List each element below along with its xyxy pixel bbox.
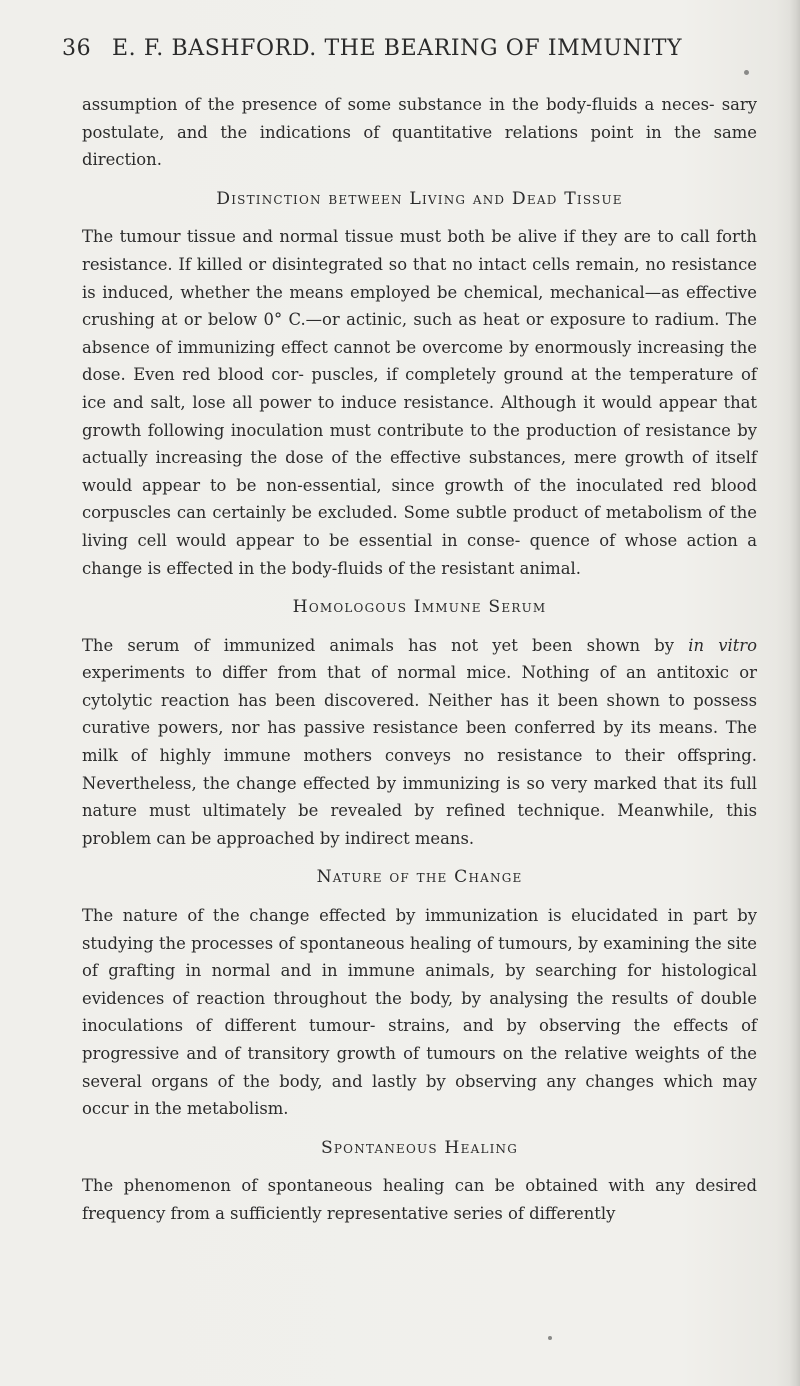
- page-body: [82, 91, 757, 1228]
- section-heading-immune-serum: Homologous Immune Serum: [292, 597, 547, 618]
- italic-term: in vitro: [688, 635, 757, 655]
- text-run: The serum of immunized animals has not yet been shown by: [82, 635, 689, 655]
- paragraph-spontaneous-healing: The phenomenon of spontaneous healing can be obtained with any desired frequency from a sufficiently representative series of differently: [82, 1176, 757, 1223]
- page-edge-shadow: [790, 0, 800, 1386]
- running-title: E. F. BASHFORD. THE BEARING OF IMMUNITY: [112, 36, 683, 61]
- section-heading-spontaneous-healing: Spontaneous Healing: [320, 1137, 519, 1158]
- running-header: [62, 36, 752, 72]
- text-run: experiments to differ from that of normal mice. Nothing of an antitoxic or cytolytic reaction has been discovered. Neither has it been shown to possess curative powers, nor has passive resistance been conferred by its means. The milk of highly immune mothers conveys no resistance to their offspring. Nevertheless, the change effected by immunizing is so very marked that its full nature must ultimately be revealed by refined technique. Meanwhile, this problem can be approached by indirect means.: [82, 663, 757, 848]
- section-heading-nature-change: Nature of the Change: [316, 867, 523, 888]
- print-speck: [548, 1336, 552, 1340]
- paragraph-immune-serum: [82, 632, 757, 853]
- paragraph-distinction: The tumour tissue and normal tissue must both be alive if they are to call forth resistance. If killed or disintegrated so that no intact cells remain, no resistance is induced, whether the means employed be chemical, mechanical—as effective crushing at or below 0° C.—or actinic, such as heat or exposure to radium. The absence of immunizing effect cannot be overcome by enormously increasing the dose. Even red blood cor- puscles, if completely ground at the temperature of ice and salt, lose all power to induce resistance. Although it would appear that growth following inoculation must contribute to the production of resistance by actually increasing the dose of the effective substances, mere growth of itself would appear to be non-essential, since growth of the inoculated red blood corpuscles can certainly be excluded. Some subtle product of metabolism of the living cell would appear to be essential in conse- quence of whose action a change is effected in the body-fluids of the resistant animal.: [82, 227, 757, 578]
- page-number: 36: [62, 36, 92, 61]
- paragraph-nature-change: The nature of the change effected by immunization is elucidated in part by studying the processes of spontaneous healing of tumours, by examining the site of grafting in normal and in immune animals, by searching for histological evidences of reaction throughout the body, by analysing the results of double inoculations of different tumour- strains, and by observing the effects of progressive and of transitory growth of tumours on the relative weights of the several organs of the body, and lastly by observing any changes which may occur in the metabolism.: [82, 906, 757, 1119]
- section-heading-distinction: Distinction between Living and Dead Tissue: [216, 188, 623, 209]
- print-speck: [744, 70, 749, 75]
- paragraph-continued: assumption of the presence of some substance in the body-fluids a neces- sary postulate, and the indications of quantitative relations point in the same direction.: [82, 95, 757, 170]
